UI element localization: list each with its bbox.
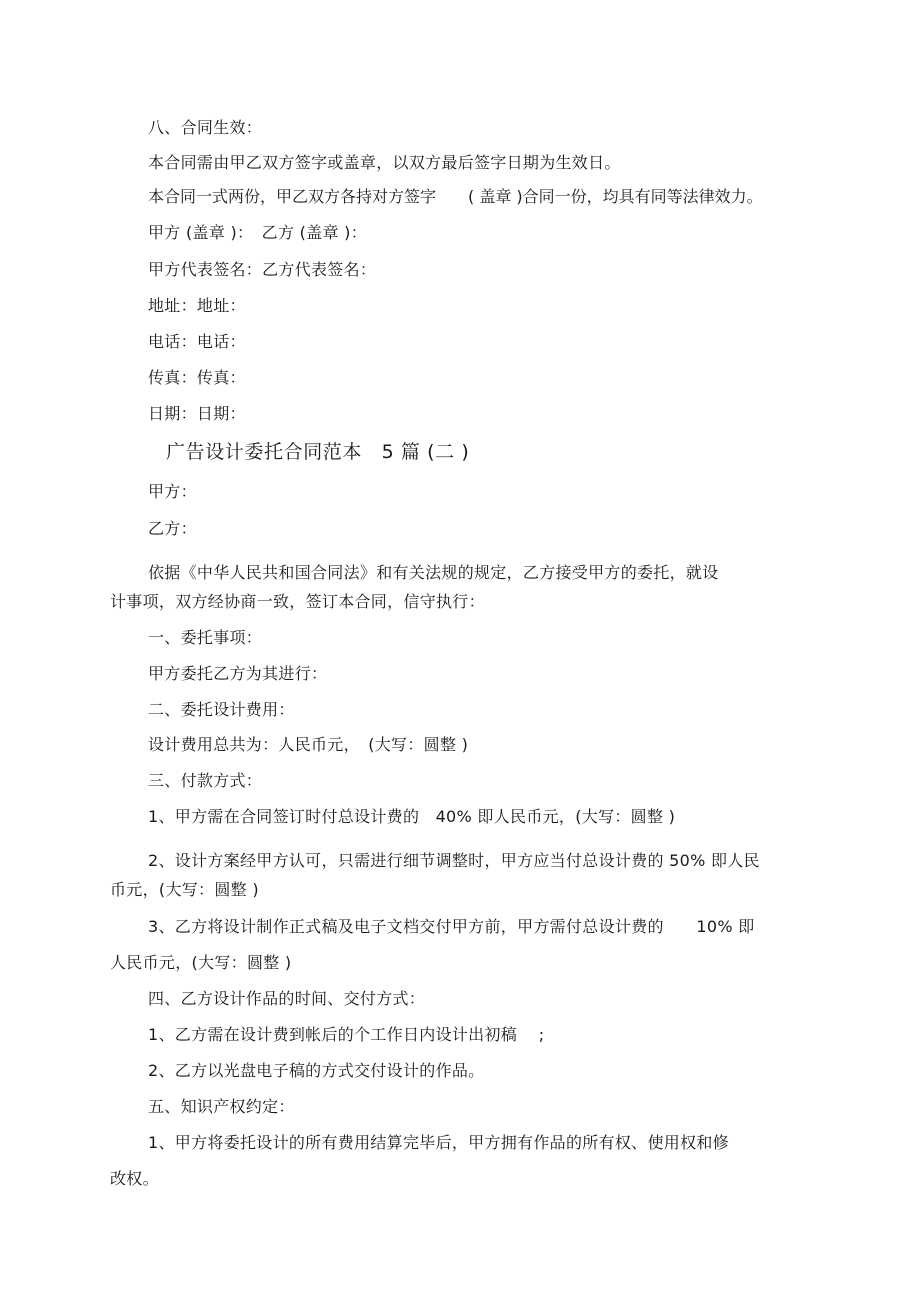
document-title: 广告设计委托合同范本 5 篇 (二 ): [166, 441, 470, 463]
signature-seal-line: 甲方 (盖章 )： 乙方 (盖章 )：: [148, 223, 368, 242]
signature-phone-line: 电话：电话：: [148, 332, 246, 351]
section8-heading: 八、合同生效：: [148, 118, 263, 137]
section5-item-1-line-1: 1、甲方将委托设计的所有费用结算完毕后，甲方拥有作品的所有权、使用权和修: [148, 1133, 729, 1152]
section1-heading: 一、委托事项：: [148, 628, 263, 647]
section3-item-2-line-1: 2、设计方案经甲方认可，只需进行细节调整时，甲方应当付总设计费的 50% 即人民: [148, 851, 760, 870]
party-b-line: 乙方：: [148, 519, 197, 538]
section2-heading: 二、委托设计费用：: [148, 700, 295, 719]
section8-paragraph-2: 本合同一式两份，甲乙双方各持对方签字 ( 盖章 )合同一份，均具有同等法律效力。: [148, 187, 763, 206]
section3-item-3-line-1: 3、乙方将设计制作正式稿及电子文档交付甲方前，甲方需付总设计费的 10% 即: [148, 917, 755, 936]
section5-heading: 五、知识产权约定：: [148, 1097, 295, 1116]
section3-item-2-line-2: 币元，(大写：圆整 ): [110, 880, 259, 899]
party-a-line: 甲方：: [148, 482, 197, 501]
signature-representative-line: 甲方代表签名：乙方代表签名：: [148, 260, 377, 279]
section4-heading: 四、乙方设计作品的时间、交付方式：: [148, 989, 426, 1008]
section3-item-1: 1、甲方需在合同签订时付总设计费的 40% 即人民币元，(大写：圆整 ): [148, 807, 676, 826]
signature-address-line: 地址：地址：: [148, 296, 246, 315]
intro-line-2: 计事项，双方经协商一致，签订本合同，信守执行：: [110, 592, 485, 611]
section1-paragraph: 甲方委托乙方为其进行：: [148, 664, 328, 683]
section5-item-1-line-2: 改权。: [110, 1169, 159, 1188]
section8-paragraph-1: 本合同需由甲乙双方签字或盖章，以双方最后签字日期为生效日。: [148, 153, 621, 172]
section2-paragraph: 设计费用总共为：人民币元， (大写：圆整 ): [148, 735, 469, 754]
section4-item-1: 1、乙方需在设计费到帐后的个工作日内设计出初稿 ;: [148, 1025, 545, 1044]
intro-line-1: 依据《中华人民共和国合同法》和有关法规的规定，乙方接受甲方的委托，就设: [148, 563, 719, 582]
section3-item-3-line-2: 人民币元，(大写：圆整 ): [110, 953, 292, 972]
signature-date-line: 日期：日期：: [148, 404, 246, 423]
section4-item-2: 2、乙方以光盘电子稿的方式交付设计的作品。: [148, 1061, 485, 1080]
section3-heading: 三、付款方式：: [148, 771, 263, 790]
signature-fax-line: 传真：传真：: [148, 368, 246, 387]
